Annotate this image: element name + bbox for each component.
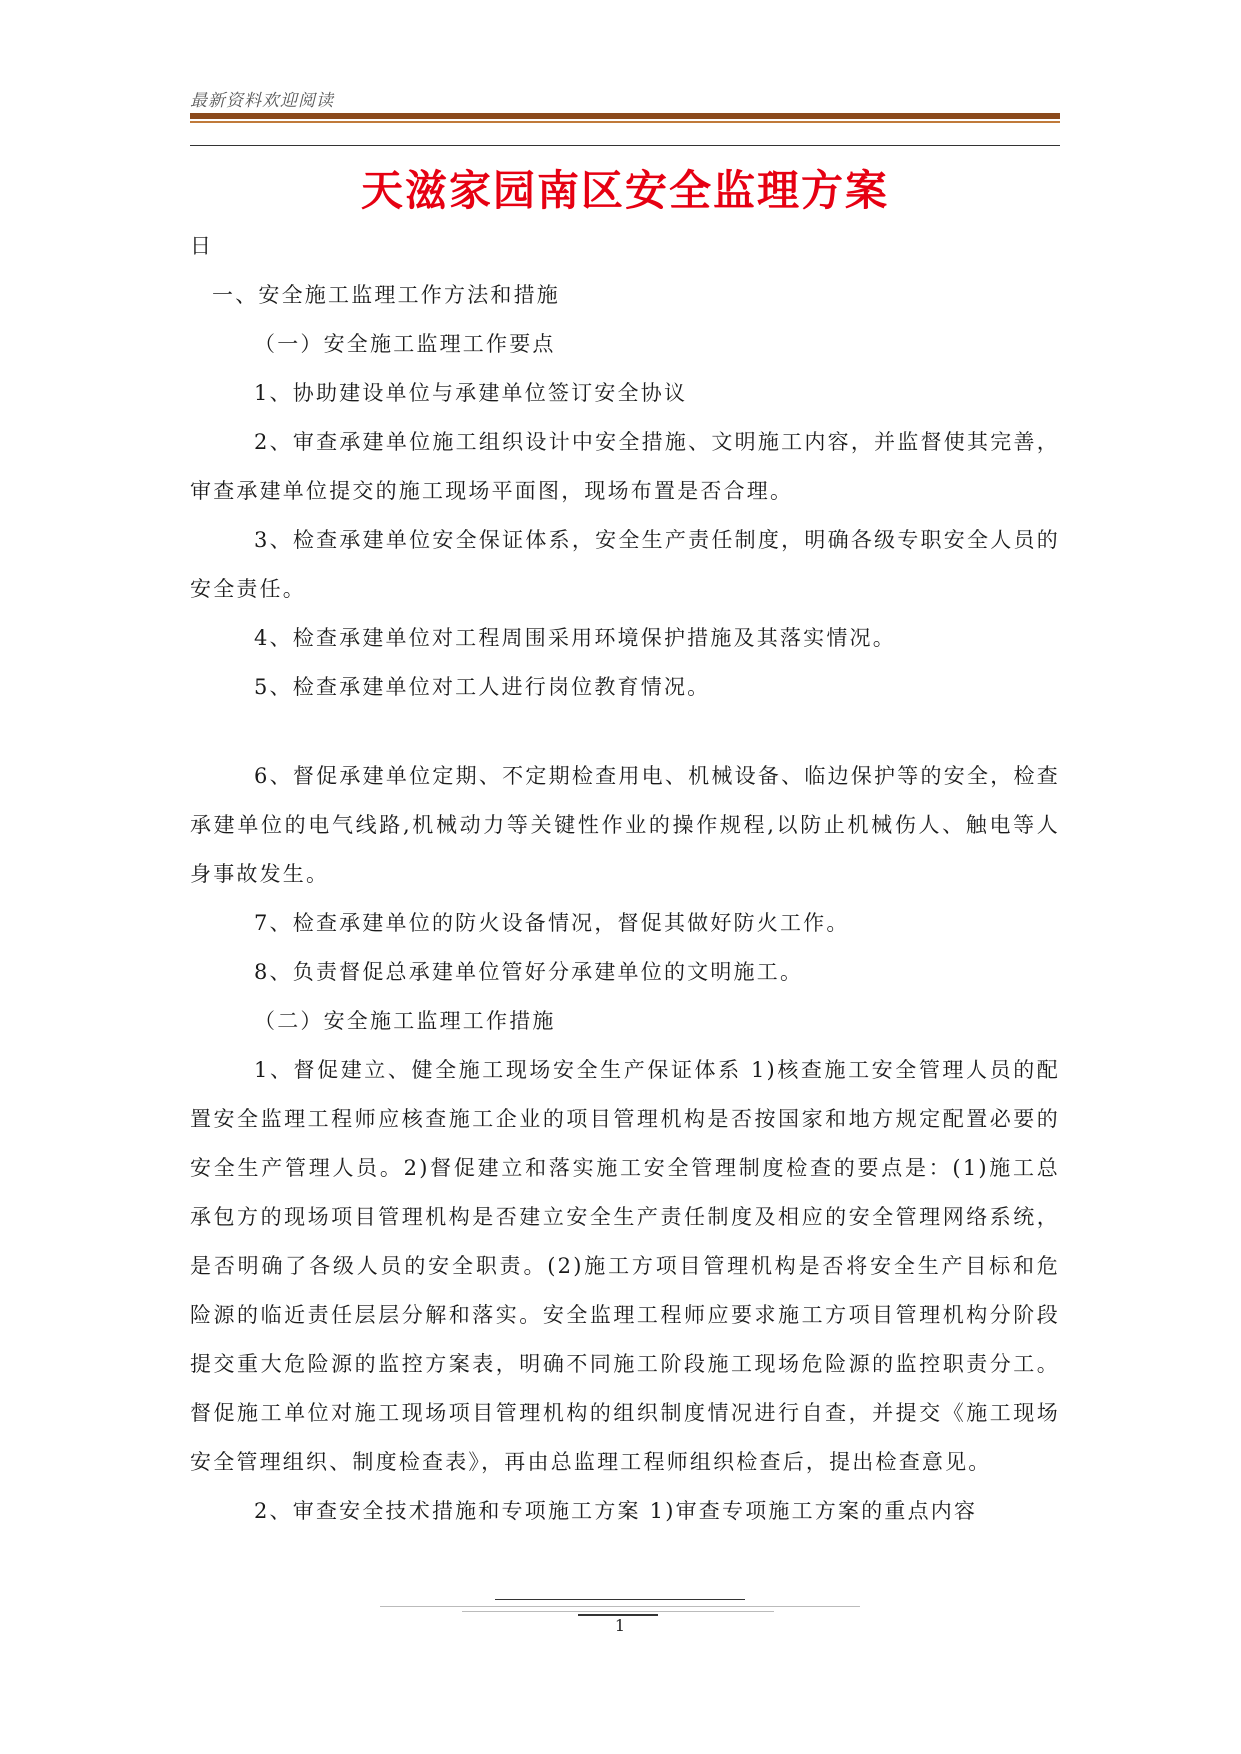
list-item-8: 8、负责督促总承建单位管好分承建单位的文明施工。 (254, 960, 804, 984)
paragraph-gap (190, 712, 1060, 752)
page-number: 1 (614, 1616, 626, 1635)
footer-rule (495, 1599, 745, 1600)
list-item-2: 2、审查承建单位施工组织设计中安全措施、文明施工内容，并监督使其完善，审查承建单位提交的施工现场平面图，现场布置是否合理。 (190, 430, 1060, 503)
list-item-1: 1、协助建设单位与承建单位签订安全协议 (254, 381, 688, 405)
header-rule-thick (190, 113, 1060, 119)
subsection-heading-2: （二）安全施工监理工作措施 (254, 1009, 556, 1033)
list-item-7: 7、检查承建单位的防火设备情况，督促其做好防火工作。 (254, 911, 850, 935)
list-item-3: 3、检查承建单位安全保证体系，安全生产责任制度，明确各级专职安全人员的安全责任。 (190, 528, 1060, 601)
measure-item-2: 2、审查安全技术措施和专项施工方案 1)审查专项施工方案的重点内容 (254, 1499, 978, 1523)
header-rule-accent (190, 121, 1060, 123)
list-item-6: 6、督促承建单位定期、不定期检查用电、机械设备、临边保护等的安全，检查承建单位的电气线路,机械动力等关键性作业的操作规程,以防止机械伤人、触电等人身事故发生。 (190, 764, 1060, 886)
list-item-4: 4、检查承建单位对工程周围采用环境保护措施及其落实情况。 (254, 626, 896, 650)
paragraph-date-fragment: 日 (190, 234, 214, 258)
subsection-heading-1: （一）安全施工监理工作要点 (254, 332, 556, 356)
list-item-5: 5、检查承建单位对工人进行岗位教育情况。 (254, 675, 711, 699)
footer-rule-light-short (462, 1611, 774, 1612)
footer-rule-light (380, 1606, 860, 1607)
header-rule-thin (190, 145, 1060, 146)
document-title: 天滋家园南区安全监理方案 (360, 166, 889, 215)
measure-item-1: 1、督促建立、健全施工现场安全生产保证体系 1)核查施工安全管理人员的配置安全监理工程师应核查施工企业的项目管理机构是否按国家和地方规定配置必要的安全生产管理人员。2)督促建立和落实施工安全管理制度检查的要点是：(1)施工总承包方的现场项目管理机构是否建立安全生产责任制度及相应的安全管理网络系统，是否明确了各级人员的安全职责。(2)施工方项目管理机构是否将安全生产目标和危险源的临近责任层层分解和落实。安全监理工程师应要求施工方项目管理机构分阶段提交重大危险源的监控方案表，明确不同施工阶段施工现场危险源的监控职责分工。督促施工单位对施工现场项目管理机构的组织制度情况进行自查，并提交《施工现场安全管理组织、制度检查表》，再由总监理工程师组织检查后，提出检查意见。 (190, 1058, 1060, 1474)
header-note: 最新资料欢迎阅读 (190, 91, 334, 111)
section-heading-1: 一、安全施工监理工作方法和措施 (212, 283, 560, 307)
document-body (190, 222, 1060, 1536)
